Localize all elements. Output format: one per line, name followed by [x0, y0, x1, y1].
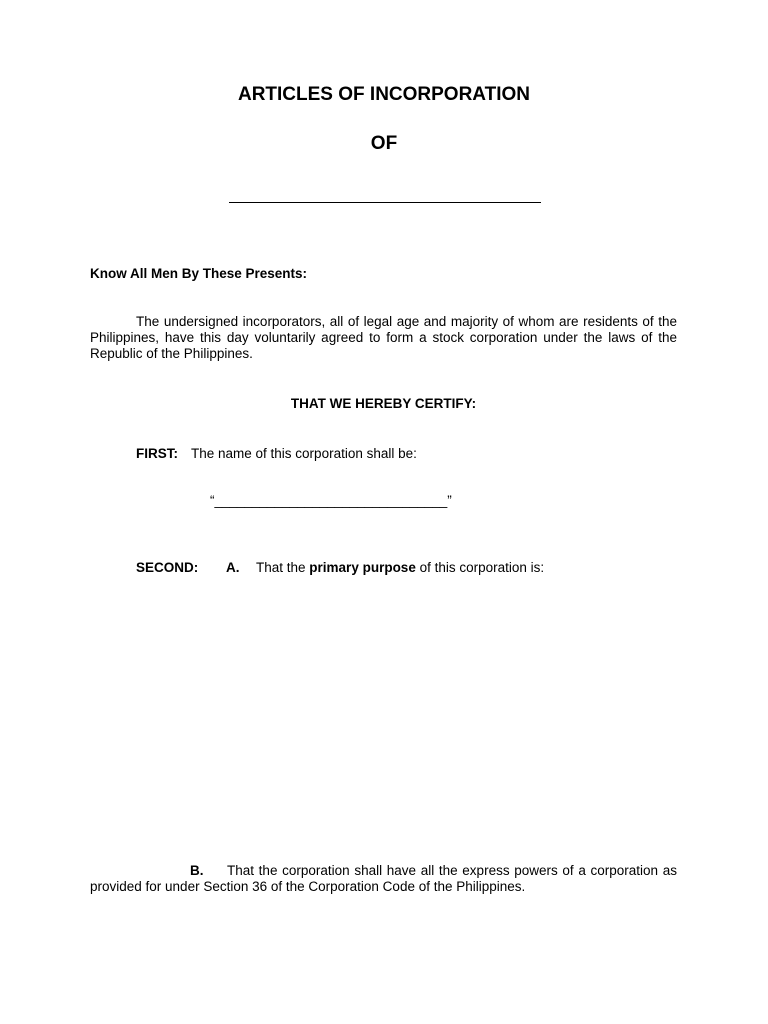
item-a-label: A.: [226, 560, 240, 575]
certify-heading: THAT WE HEREBY CERTIFY:: [290, 396, 477, 411]
item-b-label: B.: [190, 863, 204, 878]
salutation: Know All Men By These Presents:: [90, 266, 308, 281]
corporation-name-blank: “_______________________________”: [210, 493, 452, 508]
of-line: OF: [370, 133, 398, 154]
first-label: FIRST:: [136, 446, 178, 461]
corporation-name-blank-line: [229, 202, 541, 203]
item-b-text: That the corporation shall have all the express powers of a corporation as provided for under Section 36 of the Corporation Code of the Philippines.: [90, 863, 677, 894]
first-text: The name of this corporation shall be:: [191, 446, 417, 461]
intro-paragraph: The undersigned incorporators, all of legal age and majority of whom are residents of the Philippines, have this day voluntarily agreed to form a stock corporation under the laws of the Republic of the Philippines.: [90, 314, 677, 361]
item-a-text: [256, 560, 544, 576]
document-title: ARTICLES OF INCORPORATION: [237, 84, 531, 105]
item-a-text-post: of this corporation is:: [419, 560, 545, 575]
primary-purpose-emphasis: primary purpose: [309, 560, 416, 575]
item-b-paragraph: [90, 863, 677, 895]
second-label: SECOND:: [136, 560, 199, 575]
item-a-text-pre: That the: [256, 560, 306, 575]
